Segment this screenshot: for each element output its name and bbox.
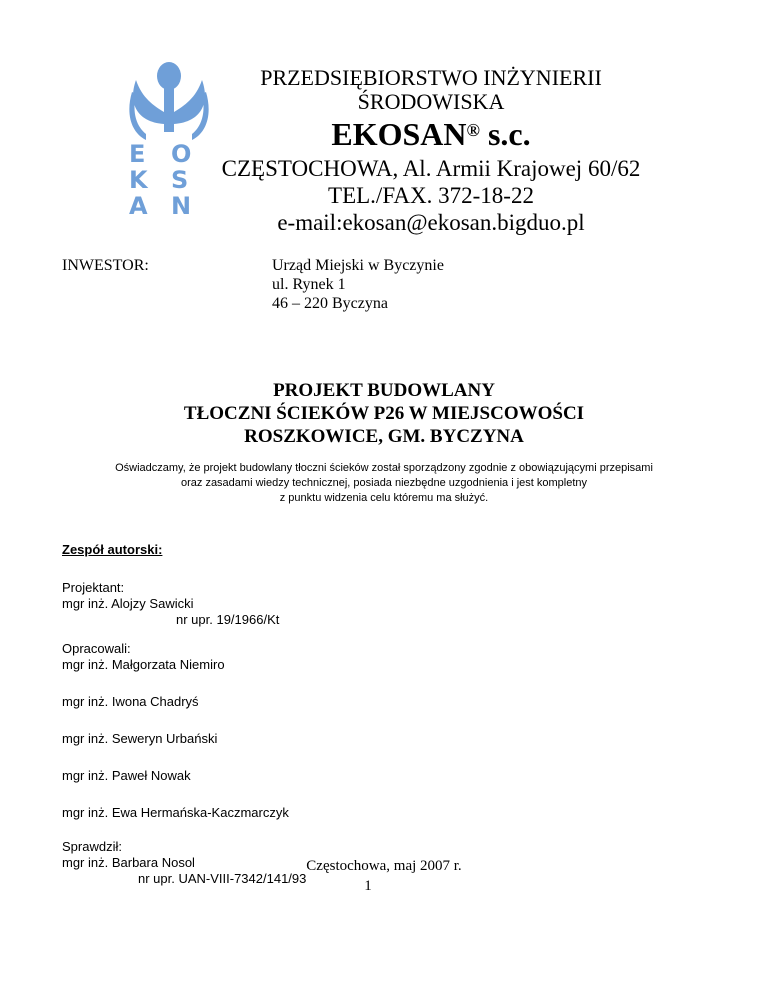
team-heading: Zespół autorski: [62,542,163,557]
statement-line-3: z punktu widzenia celu któremu ma służyć. [279,492,489,504]
checked-name: mgr inż. Barbara Nosol [62,855,195,870]
investor-label: INWESTOR: [62,257,149,274]
prepared-person: mgr inż. Małgorzata Niemiro [62,657,225,672]
brand-name: EKOSAN [331,116,467,152]
logo-letter: O [171,140,192,168]
investor-street: ul. Rynek 1 [272,276,346,293]
brand-suffix: s.c. [479,116,531,152]
prepared-person: mgr inż. Paweł Nowak [62,768,191,783]
logo-letter: S [171,166,189,194]
logo-letter: A [129,192,148,220]
designer-name: mgr inż. Alojzy Sawicki [62,596,194,611]
compliance-statement [40,461,728,506]
page-number: 1 [364,878,372,894]
logo-letter: K [129,166,148,194]
project-title [0,379,768,448]
checked-license: nr upr. UAN-VIII-7342/141/93 [138,871,307,886]
prepared-person: mgr inż. Seweryn Urbański [62,731,218,746]
project-title-line-1: PROJEKT BUDOWLANY [273,380,495,401]
company-line-1: PRZEDSIĘBIORSTWO INŻYNIERII [260,65,602,90]
project-title-line-2: TŁOCZNI ŚCIEKÓW P26 W MIEJSCOWOŚCI [183,403,585,424]
designer-label: Projektant: [62,580,125,595]
company-phone: TEL./FAX. 372-18-22 [328,183,534,208]
statement-line-2: oraz zasadami wiedzy technicznej, posiada niezbędne uzgodnienia i jest kompletny [180,477,588,489]
logo-letter: N [171,192,192,220]
company-brand [196,114,666,154]
checked-label: Sprawdził: [62,839,122,854]
registered-mark: ® [466,120,480,140]
company-header [196,66,666,235]
prepared-label: Opracowali: [62,641,131,656]
investor-block [272,256,444,313]
prepared-person: mgr inż. Ewa Hermańska-Kaczmarczyk [62,805,289,820]
investor-city: 46 – 220 Byczyna [272,295,388,312]
company-address: CZĘSTOCHOWA, Al. Armii Krajowej 60/62 [221,156,641,181]
company-line-2: ŚRODOWISKA [357,89,505,114]
project-title-line-3: ROSZKOWICE, GM. BYCZYNA [244,426,524,447]
company-email: e-mail:ekosan@ekosan.bigduo.pl [277,210,585,235]
prepared-person: mgr inż. Iwona Chadryś [62,694,199,709]
logo-letter: E [129,140,146,168]
statement-line-1: Oświadczamy, że projekt budowlany tłoczni ścieków został sporządzony zgodnie z obowiązującymi przepisami [115,462,653,474]
designer-license: nr upr. 19/1966/Kt [176,612,280,627]
footer [0,856,768,896]
footer-place-date: Częstochowa, maj 2007 r. [306,858,462,874]
investor-name: Urząd Miejski w Byczynie [272,257,444,274]
designer-block [62,580,279,628]
